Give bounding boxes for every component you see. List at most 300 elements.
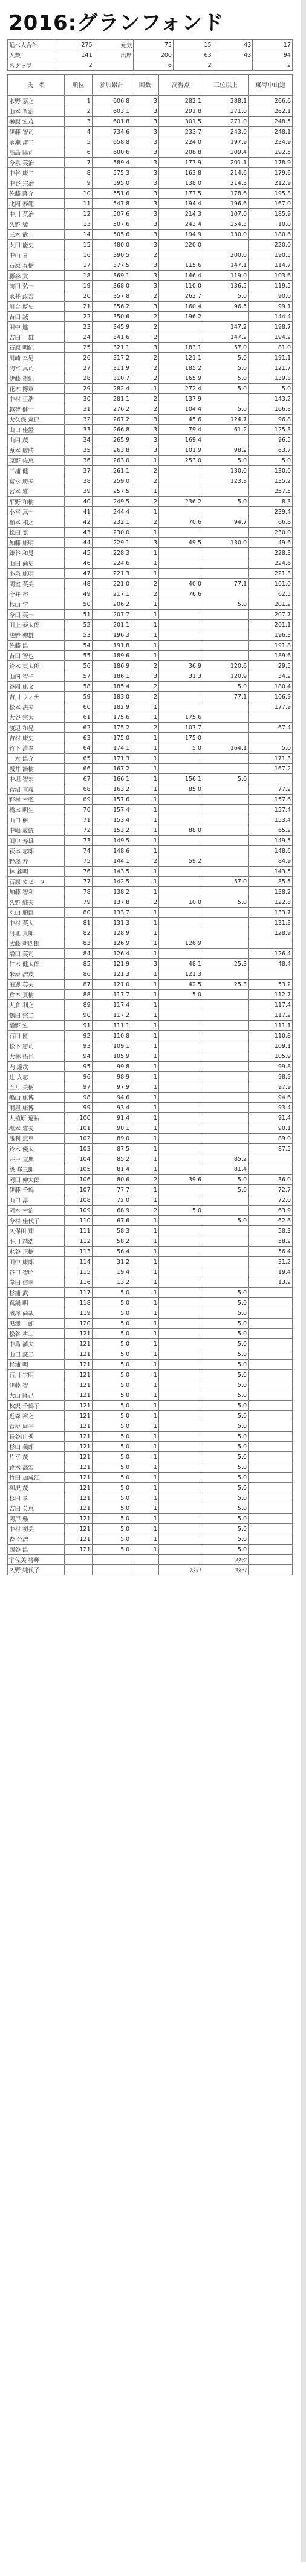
table-cell: 57.0 bbox=[203, 877, 249, 887]
participant-name: 山口 淳 bbox=[8, 1195, 65, 1206]
table-cell: 5.0 bbox=[203, 497, 249, 507]
table-cell: 2 bbox=[131, 661, 159, 671]
table-cell: 121 bbox=[64, 1514, 92, 1524]
table-cell bbox=[203, 949, 249, 959]
participant-name: 中村 英人 bbox=[8, 918, 65, 928]
table-cell: 190.5 bbox=[249, 250, 293, 260]
participant-name: 石原 カピーヌ bbox=[8, 877, 65, 887]
table-cell bbox=[159, 764, 203, 774]
table-cell: 183.0 bbox=[92, 692, 131, 702]
summary-cell: 200 bbox=[134, 50, 174, 60]
table-cell: 262.1 bbox=[249, 106, 293, 117]
table-row bbox=[8, 589, 293, 599]
table-cell bbox=[159, 1021, 203, 1031]
table-cell: 5.0 bbox=[92, 1380, 131, 1390]
table-cell: 507.6 bbox=[92, 209, 131, 219]
table-cell: 350.6 bbox=[92, 312, 131, 322]
table-row bbox=[8, 435, 293, 445]
table-cell: 201.1 bbox=[249, 620, 293, 630]
table-cell: 1 bbox=[131, 743, 159, 754]
table-cell: 121 bbox=[64, 1545, 92, 1555]
participant-name: 間宮 真司 bbox=[8, 363, 65, 373]
table-cell: 40.0 bbox=[159, 579, 203, 589]
table-cell: 25 bbox=[64, 343, 92, 353]
table-cell bbox=[159, 1185, 203, 1195]
table-cell bbox=[203, 815, 249, 825]
participant-name: 武藤 耕四郎 bbox=[8, 938, 65, 949]
participant-name: 鈴木 優太 bbox=[8, 1144, 65, 1154]
table-cell bbox=[159, 928, 203, 938]
table-cell: 55 bbox=[64, 651, 92, 661]
table-cell: 2 bbox=[131, 579, 159, 589]
table-cell: 109.1 bbox=[249, 1041, 293, 1051]
table-cell: 1 bbox=[131, 1041, 159, 1051]
table-cell: 124.7 bbox=[203, 415, 249, 425]
table-row bbox=[8, 1236, 293, 1247]
table-cell: 3 bbox=[131, 106, 159, 117]
table-cell: 106.9 bbox=[249, 692, 293, 702]
table-cell: 267.2 bbox=[92, 415, 131, 425]
table-cell: 5.0 bbox=[203, 1216, 249, 1226]
table-row bbox=[8, 558, 293, 569]
summary-cell: 275 bbox=[54, 40, 94, 50]
table-cell: 121 bbox=[64, 1462, 92, 1473]
participant-name: 山口 樹 bbox=[8, 815, 65, 825]
table-cell: 91.4 bbox=[92, 1113, 131, 1123]
table-cell: 5.0 bbox=[203, 1370, 249, 1380]
table-cell: 121 bbox=[64, 1524, 92, 1534]
participant-name: 大植原 遼祐 bbox=[8, 1113, 65, 1123]
table-cell: 3 bbox=[64, 117, 92, 127]
table-cell: 56 bbox=[64, 661, 92, 671]
table-row bbox=[8, 805, 293, 815]
column-header: 回数 bbox=[131, 75, 159, 96]
table-cell: 121.3 bbox=[92, 969, 131, 980]
table-cell bbox=[159, 1390, 203, 1401]
table-cell bbox=[159, 1473, 203, 1483]
table-cell bbox=[203, 1082, 249, 1093]
table-row bbox=[8, 384, 293, 394]
table-cell: 1 bbox=[131, 1134, 159, 1144]
table-cell: 5.0 bbox=[203, 1483, 249, 1493]
table-cell: 3 bbox=[131, 343, 159, 353]
table-row bbox=[8, 538, 293, 548]
table-cell: 51 bbox=[64, 610, 92, 620]
table-cell bbox=[203, 887, 249, 897]
table-cell: 1 bbox=[131, 1524, 159, 1534]
table-cell bbox=[203, 528, 249, 538]
table-header-row bbox=[8, 75, 293, 96]
table-cell: 101.9 bbox=[159, 445, 203, 456]
table-cell: 5.0 bbox=[203, 1432, 249, 1442]
table-cell: 60 bbox=[64, 702, 92, 712]
summary-cell: 元気 bbox=[94, 40, 134, 50]
table-cell: 288.1 bbox=[203, 96, 249, 106]
table-cell bbox=[203, 435, 249, 445]
table-cell: 311.9 bbox=[92, 363, 131, 373]
participant-name: 塩本 雅夫 bbox=[8, 1123, 65, 1134]
table-cell bbox=[203, 938, 249, 949]
participant-name: 鎌谷 和晃 bbox=[8, 548, 65, 558]
table-row bbox=[8, 1329, 293, 1339]
table-cell: 77 bbox=[64, 877, 92, 887]
table-cell: 2 bbox=[131, 250, 159, 260]
table-cell bbox=[159, 630, 203, 641]
table-cell: 119.0 bbox=[203, 271, 249, 281]
table-cell: 1 bbox=[131, 1483, 159, 1493]
table-cell bbox=[159, 1493, 203, 1503]
table-cell bbox=[159, 641, 203, 651]
table-cell: 87.5 bbox=[249, 1144, 293, 1154]
table-cell: 112 bbox=[64, 1236, 92, 1247]
scrollbar[interactable] bbox=[301, 0, 306, 2562]
table-cell: 175.0 bbox=[159, 733, 203, 743]
table-cell bbox=[159, 867, 203, 877]
participant-name: 小宮 真一 bbox=[8, 507, 65, 517]
summary-row bbox=[8, 60, 293, 71]
participant-name: 谷岡 康文 bbox=[8, 682, 65, 692]
table-cell bbox=[159, 805, 203, 815]
table-row bbox=[8, 1195, 293, 1206]
table-cell: 80.6 bbox=[92, 1175, 131, 1185]
table-cell: 196.3 bbox=[92, 630, 131, 641]
summary-cell: 94 bbox=[253, 50, 293, 60]
table-cell: 5.0 bbox=[203, 1390, 249, 1401]
table-cell bbox=[159, 1442, 203, 1452]
table-cell: 109 bbox=[64, 1206, 92, 1216]
table-cell: 5.0 bbox=[92, 1349, 131, 1360]
table-cell: 66 bbox=[64, 764, 92, 774]
table-cell: 5.0 bbox=[203, 1442, 249, 1452]
table-row bbox=[8, 1072, 293, 1082]
table-cell: 19.4 bbox=[249, 1267, 293, 1277]
table-cell: 99.8 bbox=[249, 1062, 293, 1072]
table-cell: 38 bbox=[64, 476, 92, 486]
table-cell: 76 bbox=[64, 867, 92, 877]
table-cell: 121 bbox=[64, 1360, 92, 1370]
table-cell: 5.0 bbox=[92, 1298, 131, 1308]
table-cell: 77.1 bbox=[203, 579, 249, 589]
table-row bbox=[8, 1267, 293, 1277]
table-cell: 85.0 bbox=[159, 784, 203, 795]
participant-name: 藤森 貴 bbox=[8, 271, 65, 281]
table-cell: 33 bbox=[64, 425, 92, 435]
table-row bbox=[8, 1000, 293, 1010]
table-cell: 194.9 bbox=[159, 230, 203, 240]
table-cell: 31.3 bbox=[159, 671, 203, 682]
table-cell bbox=[249, 1319, 293, 1329]
participant-name: 吉田 誠 bbox=[8, 312, 65, 322]
table-row bbox=[8, 1319, 293, 1329]
participant-name: 今泉 英治 bbox=[8, 158, 65, 168]
table-cell: 88.0 bbox=[159, 825, 203, 836]
table-cell: 120.6 bbox=[203, 661, 249, 671]
table-cell: 12 bbox=[64, 209, 92, 219]
participant-name: 平野 和樹 bbox=[8, 497, 65, 507]
table-cell: 301.5 bbox=[159, 117, 203, 127]
table-cell bbox=[203, 558, 249, 569]
table-cell: 1 bbox=[131, 1216, 159, 1226]
table-cell: 31.2 bbox=[249, 1257, 293, 1267]
participant-name: 大久保 憲巳 bbox=[8, 415, 65, 425]
table-cell: 97.9 bbox=[249, 1082, 293, 1093]
table-cell: ｽﾀｯﾌ bbox=[159, 1565, 203, 1575]
table-cell: 5.0 bbox=[92, 1524, 131, 1534]
table-row bbox=[8, 1164, 293, 1175]
table-cell: 117 bbox=[64, 1288, 92, 1298]
table-cell: 1 bbox=[131, 1267, 159, 1277]
table-cell: 31.2 bbox=[92, 1257, 131, 1267]
table-cell: 114 bbox=[64, 1257, 92, 1267]
participant-name: 関戸 雅 bbox=[8, 1514, 65, 1524]
participant-name: 森 公浩 bbox=[8, 1534, 65, 1545]
table-cell: 3 bbox=[131, 199, 159, 209]
table-cell bbox=[249, 1298, 293, 1308]
table-cell: 1 bbox=[131, 867, 159, 877]
table-row bbox=[8, 764, 293, 774]
table-row bbox=[8, 1103, 293, 1113]
summary-cell: 2 bbox=[54, 60, 94, 71]
table-cell: 144.4 bbox=[249, 312, 293, 322]
table-cell: 175.0 bbox=[92, 733, 131, 743]
table-row bbox=[8, 661, 293, 671]
table-cell: 1 bbox=[131, 1082, 159, 1093]
table-cell: 131.3 bbox=[92, 918, 131, 928]
table-cell: 99.1 bbox=[249, 302, 293, 312]
table-cell: 1 bbox=[131, 1503, 159, 1514]
table-cell bbox=[203, 836, 249, 846]
table-cell: 2 bbox=[131, 322, 159, 332]
table-row bbox=[8, 260, 293, 271]
table-cell: 75 bbox=[64, 856, 92, 867]
table-row bbox=[8, 1113, 293, 1123]
table-cell: 239.4 bbox=[249, 507, 293, 517]
table-cell: 131.3 bbox=[249, 918, 293, 928]
table-cell: 8 bbox=[64, 168, 92, 178]
table-cell: 221.0 bbox=[92, 579, 131, 589]
participant-name: 岸田 信幸 bbox=[8, 1277, 65, 1288]
table-cell: 3 bbox=[131, 158, 159, 168]
table-cell: 99 bbox=[64, 1103, 92, 1113]
table-cell bbox=[159, 322, 203, 332]
table-cell: 5.0 bbox=[92, 1442, 131, 1452]
table-cell bbox=[203, 1062, 249, 1072]
table-cell: 200.0 bbox=[203, 250, 249, 260]
table-cell: 28 bbox=[64, 373, 92, 384]
table-cell: 107 bbox=[64, 1185, 92, 1195]
table-cell: 67.4 bbox=[249, 723, 293, 733]
participant-name: 山本 晋治 bbox=[8, 106, 65, 117]
participant-name: 伊藤 智司 bbox=[8, 127, 65, 137]
summary-row bbox=[8, 50, 293, 60]
table-cell: 1 bbox=[131, 754, 159, 764]
table-cell: 147.2 bbox=[203, 332, 249, 343]
table-cell: 291.8 bbox=[159, 106, 203, 117]
table-row bbox=[8, 281, 293, 291]
table-cell: 271.0 bbox=[203, 106, 249, 117]
table-cell: 180.4 bbox=[249, 682, 293, 692]
participant-name: 長谷川 秀 bbox=[8, 1432, 65, 1442]
table-cell: 1 bbox=[131, 456, 159, 466]
table-cell bbox=[159, 1000, 203, 1010]
table-cell: 84.9 bbox=[249, 856, 293, 867]
table-cell: 90.1 bbox=[92, 1123, 131, 1134]
table-cell: 115.6 bbox=[159, 260, 203, 271]
summary-cell: 17 bbox=[253, 40, 293, 50]
table-cell: 121 bbox=[64, 1483, 92, 1493]
table-row bbox=[8, 980, 293, 990]
table-row bbox=[8, 1545, 293, 1555]
table-cell: 5.0 bbox=[203, 1288, 249, 1298]
table-cell: 136.5 bbox=[203, 281, 249, 291]
table-cell: 20 bbox=[64, 291, 92, 302]
participant-name: 久野 猛 bbox=[8, 219, 65, 230]
table-cell: 109.1 bbox=[92, 1041, 131, 1051]
table-row bbox=[8, 291, 293, 302]
table-row bbox=[8, 1288, 293, 1298]
table-cell: 5.0 bbox=[92, 1462, 131, 1473]
table-cell: 81 bbox=[64, 918, 92, 928]
table-cell bbox=[203, 1000, 249, 1010]
participant-name: 吉川 ウィテ bbox=[8, 692, 65, 702]
participant-name: 宇佐美 将輝 bbox=[8, 1555, 65, 1565]
table-cell: 1 bbox=[131, 1031, 159, 1041]
table-row bbox=[8, 332, 293, 343]
table-cell: 5.0 bbox=[203, 1503, 249, 1514]
table-cell bbox=[203, 712, 249, 723]
table-cell: 220.0 bbox=[159, 240, 203, 250]
table-cell: 133.7 bbox=[249, 908, 293, 918]
table-cell: 10.0 bbox=[249, 219, 293, 230]
table-row bbox=[8, 425, 293, 435]
table-cell bbox=[159, 887, 203, 897]
participant-name: 北岡 泰範 bbox=[8, 199, 65, 209]
table-cell: ｽﾀｯﾌ bbox=[203, 1555, 249, 1565]
table-cell bbox=[159, 1339, 203, 1349]
table-cell: 282.4 bbox=[92, 384, 131, 394]
table-cell: 117.2 bbox=[249, 1010, 293, 1021]
table-cell bbox=[159, 620, 203, 630]
table-cell: 69 bbox=[64, 795, 92, 805]
table-cell bbox=[159, 507, 203, 517]
table-cell: 94.7 bbox=[203, 517, 249, 528]
table-cell bbox=[249, 1462, 293, 1473]
table-cell: 85.2 bbox=[203, 1154, 249, 1164]
table-cell bbox=[203, 1206, 249, 1216]
table-cell bbox=[159, 1421, 203, 1432]
table-cell: 1 bbox=[131, 599, 159, 610]
table-row bbox=[8, 1360, 293, 1370]
table-cell: 85 bbox=[64, 959, 92, 969]
participant-name: 川合 厚史 bbox=[8, 302, 65, 312]
participant-name: 渡辺 和晃 bbox=[8, 723, 65, 733]
table-cell bbox=[159, 754, 203, 764]
table-cell: 282.1 bbox=[159, 96, 203, 106]
table-cell: 147.2 bbox=[203, 322, 249, 332]
table-cell: 368.0 bbox=[92, 281, 131, 291]
table-cell: 194.2 bbox=[249, 332, 293, 343]
table-cell: 90.1 bbox=[249, 1123, 293, 1134]
table-cell bbox=[203, 1267, 249, 1277]
table-cell bbox=[203, 1123, 249, 1134]
participant-name: 野村 幸弘 bbox=[8, 795, 65, 805]
table-cell: 191.1 bbox=[249, 353, 293, 363]
table-row bbox=[8, 1349, 293, 1360]
table-cell: 166.1 bbox=[92, 774, 131, 784]
table-cell: 1 bbox=[131, 846, 159, 856]
participant-name: 中山 喜 bbox=[8, 250, 65, 260]
participant-name: 田上 泰太郎 bbox=[8, 620, 65, 630]
table-cell: 110.8 bbox=[92, 1031, 131, 1041]
table-cell bbox=[203, 1103, 249, 1113]
table-cell bbox=[159, 1277, 203, 1288]
table-cell: 207.7 bbox=[92, 610, 131, 620]
table-cell: 104.4 bbox=[159, 404, 203, 415]
table-cell: 63.7 bbox=[249, 445, 293, 456]
table-cell: 3 bbox=[131, 671, 159, 682]
table-cell: 186.9 bbox=[92, 661, 131, 671]
table-cell: 185.9 bbox=[249, 209, 293, 219]
table-cell: 5.0 bbox=[92, 1483, 131, 1493]
table-cell: 165.9 bbox=[159, 373, 203, 384]
ranking-table bbox=[7, 74, 293, 1575]
table-cell: 2 bbox=[131, 394, 159, 404]
table-cell bbox=[203, 784, 249, 795]
table-cell bbox=[249, 1329, 293, 1339]
table-cell: 230.0 bbox=[249, 528, 293, 538]
table-cell: 5.0 bbox=[92, 1288, 131, 1298]
participant-name: 鶴田 宗二 bbox=[8, 1010, 65, 1021]
participant-name: 佐藤 浩 bbox=[8, 641, 65, 651]
table-row bbox=[8, 445, 293, 456]
table-cell: 89.0 bbox=[249, 1134, 293, 1144]
table-cell: 3 bbox=[131, 178, 159, 189]
table-cell: 138.0 bbox=[159, 178, 203, 189]
table-cell: 45 bbox=[64, 548, 92, 558]
participant-name: 杉浦 明 bbox=[8, 1360, 65, 1370]
table-cell: 23 bbox=[64, 322, 92, 332]
table-cell: 62.6 bbox=[249, 1216, 293, 1226]
participant-name: 中堀 智宏 bbox=[8, 774, 65, 784]
participant-name: 久野 純夫 bbox=[8, 897, 65, 908]
summary-cell: 43 bbox=[213, 50, 253, 60]
table-cell: 1 bbox=[131, 1277, 159, 1288]
table-cell: 191.8 bbox=[249, 641, 293, 651]
participant-name: 浅利 恵里 bbox=[8, 1134, 65, 1144]
table-cell: 5.0 bbox=[203, 1308, 249, 1319]
table-cell: 26 bbox=[64, 353, 92, 363]
table-cell bbox=[249, 1154, 293, 1164]
table-cell: 191.8 bbox=[92, 641, 131, 651]
table-cell bbox=[249, 1534, 293, 1545]
table-cell: 5.0 bbox=[203, 384, 249, 394]
table-cell: 5.0 bbox=[159, 1206, 203, 1216]
table-cell: 356.2 bbox=[92, 302, 131, 312]
table-row bbox=[8, 1093, 293, 1103]
table-cell bbox=[203, 1144, 249, 1154]
table-cell: 5.0 bbox=[92, 1319, 131, 1329]
table-cell: 178.6 bbox=[203, 189, 249, 199]
summary-cell: 75 bbox=[134, 40, 174, 50]
table-cell bbox=[203, 795, 249, 805]
table-row bbox=[8, 630, 293, 641]
table-cell: 507.6 bbox=[92, 219, 131, 230]
table-cell: 29.5 bbox=[249, 661, 293, 671]
table-row bbox=[8, 1308, 293, 1319]
table-cell: 114.7 bbox=[249, 260, 293, 271]
table-row bbox=[8, 1226, 293, 1236]
table-cell bbox=[159, 558, 203, 569]
